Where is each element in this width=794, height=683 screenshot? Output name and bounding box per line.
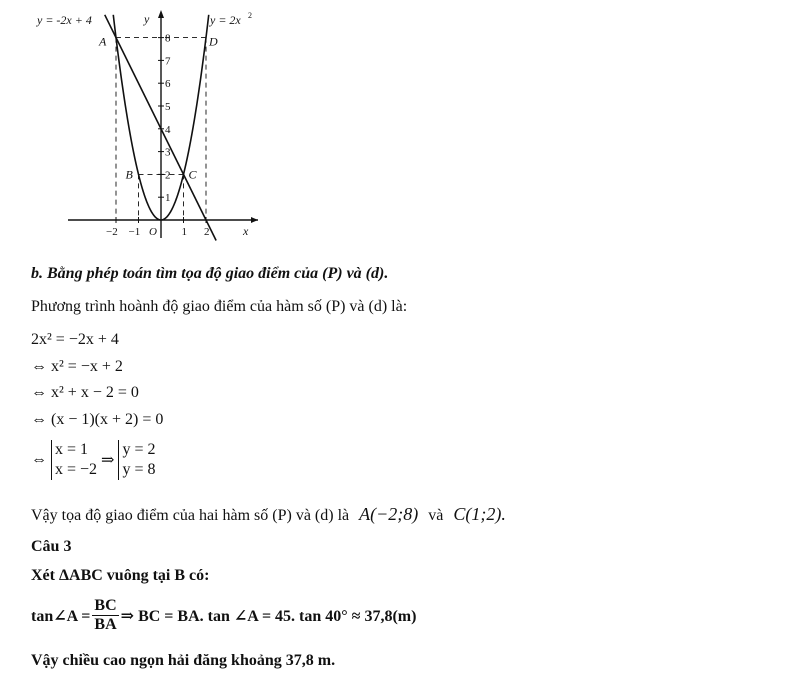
graph-axes [68,10,258,238]
point-label-D: D [209,34,218,49]
equation-4: ⇔ (x − 1)(x + 2) = 0 [31,411,164,428]
fraction-numerator: BC [94,597,117,614]
final-answer: Vậy chiều cao ngọn hải đăng khoảng 37,8 m. [31,652,336,669]
y-tick-label: 8 [165,32,171,45]
parabola-equation-label: y = 2x [210,13,241,27]
point-label-B: B [125,167,133,182]
y-tick-label: 2 [165,169,171,182]
x-axis-label: x [243,224,249,238]
point-a-coords: A(−2;8) [359,504,419,524]
graph-ticks [106,33,210,238]
y-axis-label: y [144,12,150,26]
line-equation-label: y = -2x + 4 [37,13,92,27]
tan-fraction [92,597,118,634]
y-tick-label: 3 [165,146,171,159]
function-graph [0,0,270,245]
x-tick-label: 2 [204,226,210,238]
conclusion-prefix: Vậy tọa độ giao điểm của hai hàm số (P) và (d) là [31,507,350,524]
point-label-C: C [188,167,197,182]
fraction-denominator: BA [94,616,117,633]
intro-line: Phương trình hoành độ giao điểm của hàm số (P) và (d) là: [31,298,408,315]
x-tick-label: −2 [106,226,118,238]
system-y-2: y = 8 [122,461,156,478]
x-tick-label: 1 [181,226,187,238]
system-x-1: x = 1 [55,441,89,458]
tan-rhs: ⇒ BC = BA. tan ∠A = 45. tan 40° ≈ 37,8(m) [120,607,417,625]
question-3-title: Câu 3 [31,538,72,555]
equation-3: ⇔ x² + x − 2 = 0 [31,384,139,401]
conclusion-line [31,504,506,525]
x-tick-label: O [149,226,157,238]
system-x-2: x = −2 [55,461,98,478]
y-tick-label: 1 [165,192,171,205]
and-word: và [428,507,444,524]
y-tick-label: 7 [165,55,171,68]
system-x [51,440,97,480]
graph-labels [36,11,252,238]
system-y [118,440,155,480]
equation-1: 2x² = −2x + 4 [31,331,119,348]
point-label-A: A [99,34,107,49]
y-axis-arrow [158,10,164,18]
y-tick-label: 6 [165,78,171,91]
triangle-statement: Xét ΔABC vuông tại B có: [31,567,210,584]
equation-5 [31,440,155,480]
parabola-exponent: 2 [248,11,252,20]
implies-symbol: ⇒ [101,452,115,469]
heading-part-b: b. Bằng phép toán tìm tọa độ giao điểm của (P) và (d). [31,265,389,282]
tan-lhs: tan∠A = [31,607,91,625]
x-axis-arrow [251,217,258,223]
tan-equation [31,597,416,634]
point-c-coords: C(1;2). [453,504,506,524]
system-y-1: y = 2 [122,441,156,458]
equation-2: ⇔ x² = −x + 2 [31,358,123,375]
y-tick-label: 4 [165,123,171,136]
y-tick-label: 5 [165,101,171,113]
x-tick-label: −1 [128,226,141,238]
equivalent-symbol: ⇔ [31,451,47,468]
